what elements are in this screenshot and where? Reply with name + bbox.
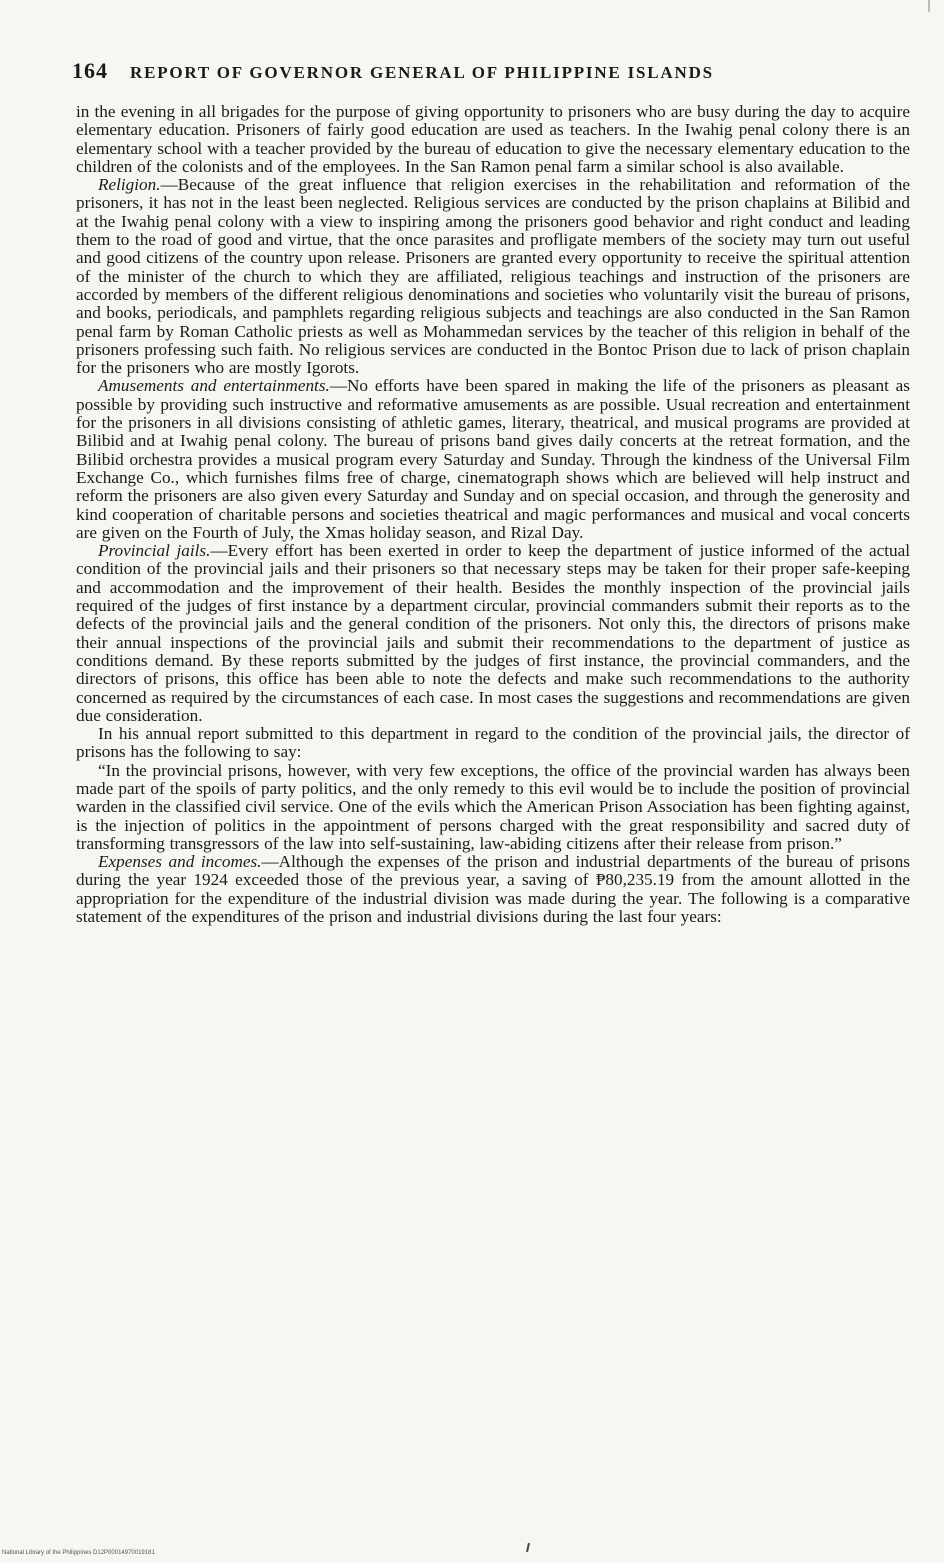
paragraph-annual-report [76,725,910,762]
paragraph-heading: Expenses and incomes. [98,852,262,872]
page-number: 164 [72,58,108,83]
paragraph-heading: Religion. [98,175,161,195]
paragraph-text: —Every effort has been exerted in order to keep the department of justice informed of the actual condition of the provincial jails and their prisoners so that necessary steps may be taken for their proper safe-keeping and accommodation and the improvement of their health. Besides the monthly inspection of the provincial jails required of the judges of first instance by a department circular, provincial commanders submit their reports as to the defects of the provincial jails and the general condition of the prisoners. Not only this, the directors of prisons make their annual inspections of the provincial jails and submit their recommendations to the department of justice as conditions demand. By these reports submitted by the judges of first instance, the provincial commanders, and the directors of prisons, this office has been able to note the defects and make such recommendations to the authority concerned as required by the circumstances of each case. In most cases the suggestions and recommendations are given due consideration. [76,541,910,725]
scan-footer-meta: National Library of the Philippines D12P00014970019181 [2,1550,155,1556]
paragraph-provincial-jails [76,542,910,725]
paragraph-heading: Amusements and entertainments. [98,376,330,396]
running-head: REPORT OF GOVERNOR GENERAL OF PHILIPPINE ISLANDS [130,63,714,82]
paragraph-text: in the evening in all brigades for the purpose of giving opportunity to prisoners who are busy during the day to acquire elementary education. Prisoners of fairly good education are used as teachers. In the Iwahig penal colony there is an elementary school with a teacher provided by the bureau of education to give the necessary elementary education to the children of the colonists and of the employees. In the San Ramon penal farm a similar school is also available. [76,102,910,176]
paragraph-text: “In the provincial prisons, however, with very few exceptions, the office of the provincial warden has always been made part of the spoils of party politics, and the only remedy to this evil would be to include the position of provincial warden in the classified civil service. One of the evils which the American Prison Association has been fighting against, is the injection of politics in the appointment of persons charged with the great responsibility and sacred duty of transforming transgressors of the law into self-sustaining, law-abiding citizens after their release from prison.” [76,760,910,853]
body-text [76,103,910,926]
page-header [72,58,872,84]
paragraph-expenses [76,853,910,926]
paragraph-text: In his annual report submitted to this department in regard to the condition of the provincial jails, the director of prisons has the following to say: [76,724,910,762]
scan-edge-mark [928,0,930,12]
paragraph-text: —Although the expenses of the prison and industrial departments of the bureau of prisons during the year 1924 exceeded those of the previous year, a saving of ₱80,235.19 from the amount allotted in the appropriation for the expenditure of the industrial division was made during the year. The following is a comparative statement of the expenditures of the prison and industrial divisions during the last four years: [76,852,910,927]
paragraph-education [76,103,910,176]
paragraph-text: —No efforts have been spared in making the life of the prisoners as pleasant as possible by providing such instructive and reformative amusements as are possible. Usual recreation and entertainment for the prisoners in all divisions consisting of athletic games, literary, theatrical, and musical programs are provided at Bilibid and at Iwahig penal colony. The bureau of prisons band gives daily concerts at the retreat formation, and the Bilibid orchestra provides a musical program every Saturday and Sunday. Through the kindness of the Universal Film Exchange Co., which furnishes films free of charge, cinematograph shows which are believed will help instruct and reform the prisoners are also given every Saturday and Sunday and on special occasion, and through the generosity and kind cooperation of charitable persons and societies theatrical and magic performances and musical and vocal concerts are given on the Fourth of July, the Xmas holiday season, and Rizal Day. [76,376,910,542]
paragraph-quotation [76,762,910,853]
paragraph-religion [76,176,910,377]
scan-dust-mark [526,1543,530,1552]
paragraph-text: —Because of the great influence that religion exercises in the rehabilitation and reformation of the prisoners, it has not in the least been neglected. Religious services are conducted by the prison chaplains at Bilibid and at the Iwahig penal colony with a view to inspiring among the prisoners good behavior and right conduct and leading them to the road of good and virtue, that the once parasites and profligate members of the society may turn out useful and good citizens of the country upon release. Prisoners are granted every opportunity to receive the spiritual attention of the minister of the church to which they are affiliated, religious teachings and instruction of the prisoners are accorded by members of the different religious denominations and societies who voluntarily visit the bureau of prisons, and books, periodicals, and pamphlets regarding religious subjects and teachings are also conducted in the San Ramon penal farm by Roman Catholic priests as well as Mohammedan services by the teacher of this religion in behalf of the prisoners professing such faith. No religious services are conducted in the Bontoc Prison due to lack of prison chaplain for the prisoners who are mostly Igorots. [76,175,910,378]
paragraph-amusements [76,377,910,542]
paragraph-heading: Provincial jails. [98,541,211,561]
